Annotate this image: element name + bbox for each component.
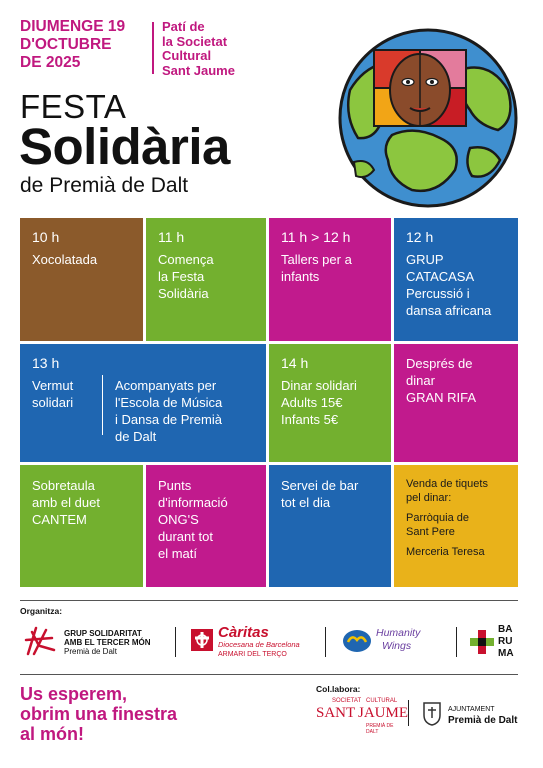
cell-text: amb el duet <box>32 495 100 510</box>
venue-line: la Societat <box>162 33 228 49</box>
cell-text: durant tot <box>158 529 213 544</box>
baruma-mark-icon <box>470 630 494 654</box>
cell-text: pel dinar: <box>406 492 452 504</box>
cell-text: tot el dia <box>281 495 331 510</box>
logo-text: CULTURAL <box>366 698 398 704</box>
cell-text: Dinar solidari <box>281 378 357 393</box>
slogan-line: Us esperem, <box>20 684 128 704</box>
logo-text: AJUNTAMENT <box>448 706 495 713</box>
venue-line: Sant Jaume <box>162 62 235 78</box>
cell-text: la Festa <box>158 269 205 284</box>
logo-text: SANT <box>316 705 356 721</box>
cell-text: CANTEM <box>32 512 87 527</box>
logo-humanity-wings <box>342 622 442 662</box>
date-line: D'OCTUBRE <box>20 36 112 53</box>
cell-text: ONG'S <box>158 512 199 527</box>
cell-text: Adults 15€ <box>281 395 343 410</box>
logo-sant-jaume <box>316 698 409 735</box>
cell-text: dansa africana <box>406 303 492 318</box>
schedule-cell-punts-info <box>146 465 266 587</box>
cell-text: dinar <box>406 373 435 388</box>
cell-text: Solidària <box>158 286 209 301</box>
logo-separator <box>456 627 457 657</box>
cell-text: i Dansa de Premià <box>115 412 222 427</box>
schedule-cell-vermut <box>20 344 266 462</box>
logo-text: Càritas <box>218 624 269 641</box>
cell-text: Merceria Teresa <box>406 546 485 558</box>
cell-text: l'Escola de Música <box>115 395 223 410</box>
logo-text: Premià de Dalt <box>64 647 117 656</box>
logo-text: MA <box>498 648 514 659</box>
cell-divider <box>102 375 103 435</box>
cell-time: 11 h <box>158 229 185 245</box>
date-line: DE 2025 <box>20 54 81 71</box>
wings-icon <box>342 628 372 654</box>
coat-of-arms-icon <box>422 700 442 726</box>
cell-text: Després de <box>406 356 473 371</box>
logo-grup-solidaritat <box>20 622 170 662</box>
slogan-line: obrim una finestra <box>20 704 178 724</box>
cell-text: Sobretaula <box>32 478 95 493</box>
cell-time: 11 h > 12 h <box>281 229 351 245</box>
logo-baruma <box>470 622 520 662</box>
header-divider <box>152 22 154 74</box>
footer-divider <box>20 600 518 601</box>
logo-text: ARMARI DEL TERÇO <box>218 651 287 658</box>
cell-text: Parròquia de <box>406 512 469 524</box>
logo-separator <box>175 627 176 657</box>
cell-text: GRAN RIFA <box>406 390 477 405</box>
logo-caritas <box>190 622 320 662</box>
cell-time: 12 h <box>406 229 434 245</box>
title-solidaria: Solidària <box>19 118 230 175</box>
cell-text: Acompanyats per <box>115 378 217 393</box>
caritas-cross-icon <box>190 628 214 652</box>
slogan <box>20 684 250 744</box>
cell-text: de Dalt <box>115 429 157 444</box>
cell-text: solidari <box>32 395 74 410</box>
cell-text: CATACASA <box>406 269 475 284</box>
organitza-label: Organitza: <box>20 606 63 616</box>
logo-text: Diocesana de Barcelona <box>218 640 300 649</box>
schedule-cell-tiquets <box>394 465 518 587</box>
logo-text: PREMIÀ DE DALT <box>366 723 394 735</box>
logo-ajuntament <box>422 698 522 732</box>
cell-text: Comença <box>158 252 214 267</box>
cell-text: GRUP <box>406 252 444 267</box>
cell-time: 14 h <box>281 355 309 371</box>
venue-line: Patí de <box>162 19 205 34</box>
schedule-cell-comenca <box>146 218 266 341</box>
cell-text: el matí <box>158 546 198 561</box>
gstm-mark-icon <box>24 624 56 658</box>
logo-separator <box>325 627 326 657</box>
title-festa: FESTA <box>20 88 127 125</box>
schedule-cell-tallers <box>269 218 391 341</box>
footer-divider <box>20 674 518 675</box>
title-subtitle: de Premià de Dalt <box>20 174 189 197</box>
schedule-cell-catacasa <box>394 218 518 341</box>
venue-line: Cultural <box>162 48 212 63</box>
colabora-label: Col.labora: <box>316 684 361 694</box>
slogan-line: al món! <box>20 724 85 744</box>
cell-text: Servei de bar <box>281 478 359 493</box>
logo-text: RU <box>498 636 513 647</box>
cell-time: 10 h <box>32 229 60 245</box>
logo-text: Premià de Dalt <box>448 715 518 726</box>
schedule-cell-sobretaula <box>20 465 143 587</box>
cell-text: Infants 5€ <box>281 412 339 427</box>
logo-text: JAUME <box>358 705 409 721</box>
logo-separator <box>408 700 409 726</box>
cell-text: Vermut <box>32 378 74 393</box>
logo-text: AMB EL TERCER MÓN <box>64 638 151 647</box>
cell-text: Venda de tiquets <box>406 478 488 490</box>
cell-text: Percussió i <box>406 286 470 301</box>
logo-text: Humanity <box>376 627 421 639</box>
logo-text: Wings <box>382 640 412 652</box>
cell-text: Punts <box>158 478 192 493</box>
cell-text: Xocolatada <box>32 252 98 267</box>
event-venue <box>162 20 272 78</box>
date-line: DIUMENGE 19 <box>20 18 126 35</box>
logo-text: BA <box>498 624 513 635</box>
logo-text: SOCIETAT <box>332 698 362 704</box>
cell-text: d'informació <box>158 495 228 510</box>
cell-text: Tallers per a <box>281 252 352 267</box>
logo-text: GRUP SOLIDARITAT <box>64 629 142 638</box>
cell-text: Sant Pere <box>406 526 455 538</box>
cell-time: 13 h <box>32 355 60 371</box>
schedule-cell-xocolatada <box>20 218 143 341</box>
schedule-cell-dinar <box>269 344 391 462</box>
cell-text: infants <box>281 269 320 284</box>
schedule-cell-bar <box>269 465 391 587</box>
globe-illustration <box>330 20 526 212</box>
event-date <box>20 18 150 72</box>
schedule-cell-rifa <box>394 344 518 462</box>
